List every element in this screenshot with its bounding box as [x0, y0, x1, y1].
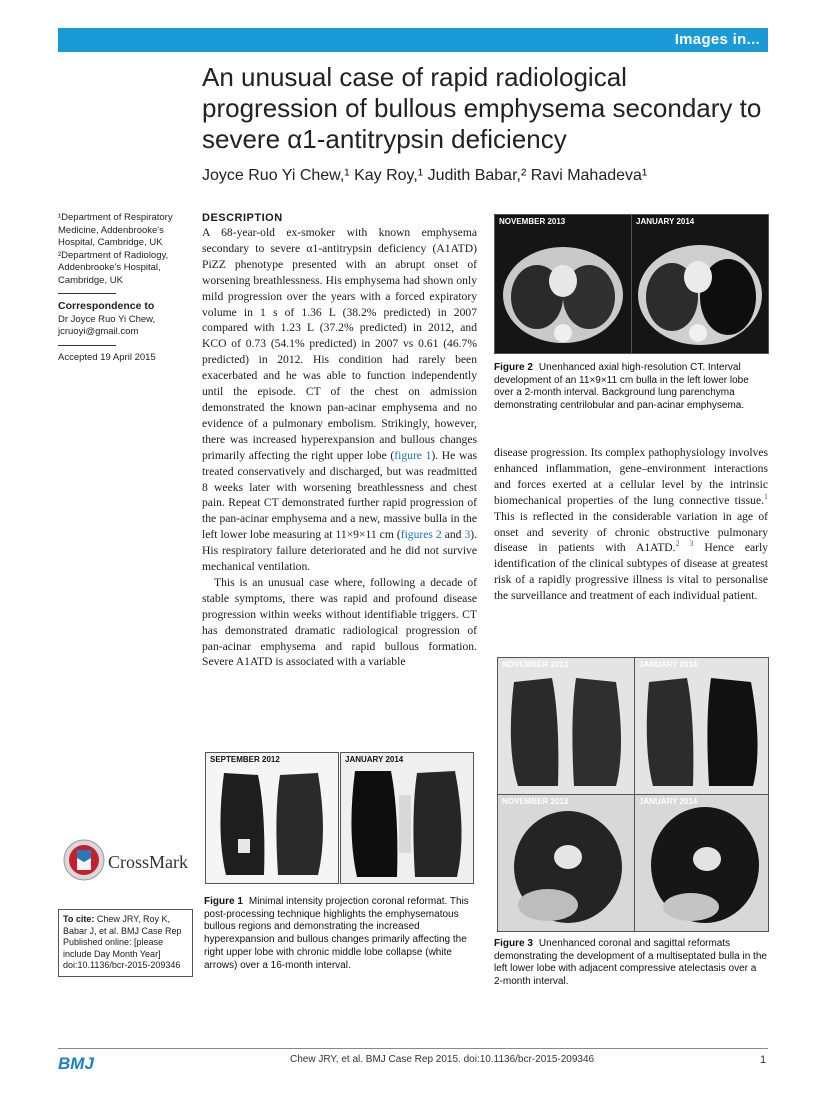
- paragraph-1: A 68-year-old ex-smoker with known emphysema secondary to severe α1-antitrypsin deficiency (A1ATD) PiZZ phenotype presented with an abrupt onset of worsening breathlessness. His emphysema had shown only mild progression over the years with a forced expiratory volume in 1 s of 1.36 L (38.2% predicted) in 2007 compared with 1.23 L (37.2% predicted) in 2012, and KCO of 0.73 (54.1% predicted) in 2007 vs 0.61 (46.7% predicted) in 2012. His condition had rarely been exacerbated and he was able to function independently until the episode. CT of the chest on admission demonstrated the known pan-acinar emphysema and no evidence of a pulmonary embolism. Strikingly, however, there was increased hyperexpansion and bullous changes primarily affecting the right upper lobe (figure 1). He was treated conservatively and discharged, but was readmitted 8 weeks later with worsening breathlessness and chest pain. Repeat CT demonstrated further rapid progression of the pan-acinar emphysema and a new, massive bulla in the left lower lobe measuring at 11×9×11 cm (figures 2 and 3). His respiratory failure deteriorated and he did not survive mechanical ventilation.: [202, 226, 478, 574]
- figure2-image-right: [631, 214, 769, 354]
- figure3-image-bottom-right: [634, 794, 769, 932]
- correspondence-name: Dr Joyce Ruo Yi Chew,: [58, 313, 156, 325]
- affiliations: [58, 212, 193, 364]
- ct-sagittal-right: [635, 795, 768, 931]
- figure3-date-bl: NOVEMBER 2013: [502, 797, 569, 806]
- ct-axial-right: [632, 215, 768, 353]
- figure1-label: Figure 1: [204, 896, 243, 907]
- accepted-date: Accepted 19 April 2015: [58, 351, 156, 363]
- reference-link[interactable]: 1: [764, 491, 768, 501]
- article-title: An unusual case of rapid radiological progression of bullous emphysema secondary to severe α1-antitrypsin deficiency: [202, 62, 762, 154]
- correspondence-heading: Correspondence to: [58, 300, 155, 312]
- figure1-date-left: SEPTEMBER 2012: [210, 755, 280, 764]
- figure1-image-left: [205, 752, 339, 884]
- figure1-caption: Figure 1 Minimal intensity projection coronal reformat. This post-processing technique highlights the emphysematous bullous regions and demonstrating the increased hyperexpansion and bullous changes primarily affecting the right upper lobe with chronic middle lobe collapse (white arrows) over a 16-month interval.: [204, 896, 469, 971]
- footer-citation: Chew JRY, et al. BMJ Case Rep 2015. doi:10.1136/bcr-2015-209346: [290, 1054, 595, 1065]
- ct-coronal-left: [498, 658, 634, 794]
- figure-link[interactable]: figures 2: [400, 528, 442, 542]
- affiliation-1: ¹Department of Respiratory Medicine, Addenbrooke's Hospital, Cambridge, UK: [58, 212, 173, 248]
- footer-divider: [58, 1048, 768, 1049]
- figure2-caption: Figure 2 Unenhanced axial high-resolution CT. Interval development of an 11×9×11 cm bulla in the left lower lobe over a 2-month interval. Background lung parenchyma demonstrating centrilobular and pan-acinar emphysema.: [494, 362, 749, 412]
- crossmark-icon: [62, 838, 106, 882]
- ct-sagittal-left: [498, 795, 634, 931]
- figure3-label: Figure 3: [494, 938, 533, 949]
- figure2-image-left: [494, 214, 632, 354]
- figure3-date-br: JANUARY 2014: [639, 797, 698, 806]
- correspondence-email[interactable]: jcruoyi@gmail.com: [58, 326, 139, 337]
- figure2-date-right: JANUARY 2014: [636, 217, 695, 226]
- figure1-date-right: JANUARY 2014: [345, 755, 404, 764]
- ct-coronal-minip-left: [206, 753, 338, 883]
- citation-box: [58, 909, 193, 977]
- section-banner: [58, 28, 768, 52]
- figure3-image-top-left: [497, 657, 635, 795]
- ct-coronal-right: [635, 658, 768, 794]
- bmj-logo: BMJ: [58, 1054, 94, 1073]
- divider: [58, 345, 116, 346]
- figure3-caption: Figure 3 Unenhanced coronal and sagittal reformats demonstrating the development of a multiseptated bulla in the left lower lobe with adjacent compressive atelectasis over a 2-month interval.: [494, 938, 767, 988]
- author-list: Joyce Ruo Yi Chew,¹ Kay Roy,¹ Judith Babar,² Ravi Mahadeva¹: [202, 167, 648, 184]
- page-number: 1: [760, 1054, 767, 1066]
- cite-label: To cite:: [63, 914, 95, 924]
- figure3-date-tl: NOVEMBER 2013: [502, 660, 569, 669]
- figure-link[interactable]: figure 1: [394, 448, 432, 462]
- crossmark-label: CrossMark: [108, 852, 188, 872]
- affiliation-2: ²Department of Radiology, Addenbrooke's Hospital, Cambridge, UK: [58, 249, 169, 286]
- reference-link[interactable]: 2 3: [675, 539, 694, 549]
- main-column-1: [202, 212, 477, 670]
- main-column-2: [494, 445, 768, 604]
- figure-link[interactable]: 3: [464, 528, 471, 542]
- figure1-image-right: [340, 752, 474, 884]
- section-heading: DESCRIPTION: [202, 212, 283, 224]
- section-label: Images in...: [674, 31, 760, 48]
- cite-text: Chew JRY, Roy K, Babar J, et al. BMJ Case Rep Published online: [please include Day Month Year] doi:10.1136/bcr-2015-209346: [63, 914, 182, 971]
- crossmark-badge[interactable]: [62, 838, 187, 886]
- paragraph-3: disease progression. Its complex pathophysiology involves enhanced inflammation, gene–environment interactions and forces exerted at a cellular level by the intrinsic biomechanical properties of the lung connective tissue.$^1$ This is reflected in the considerable variation in age of onset and severity of chronic obstructive pulmonary disease in patients with A1ATD.$^{2 3}$ Hence early identification of the clinical subtypes of disease at greatest risk of a rapidly progressive illness is vital to personalise the surveillance and treatment of each individual patient.: [494, 446, 769, 603]
- ct-coronal-minip-right: [341, 753, 473, 883]
- figure2-date-left: NOVEMBER 2013: [499, 217, 566, 226]
- figure3-image-bottom-left: [497, 794, 635, 932]
- figure3-image-top-right: [634, 657, 769, 795]
- ct-axial-left: [495, 215, 631, 353]
- paragraph-2: This is an unusual case where, following a decade of stable symptoms, there was rapid and profound disease progression within weeks without identifiable triggers. CT has demonstrated dramatic radiological progression of pan-acinar emphysema and rapid bullous formation. Severe A1ATD is associated with a variable: [202, 575, 477, 669]
- figure2-label: Figure 2: [494, 362, 533, 373]
- divider: [58, 293, 116, 294]
- figure3-date-tr: JANUARY 2014: [639, 660, 698, 669]
